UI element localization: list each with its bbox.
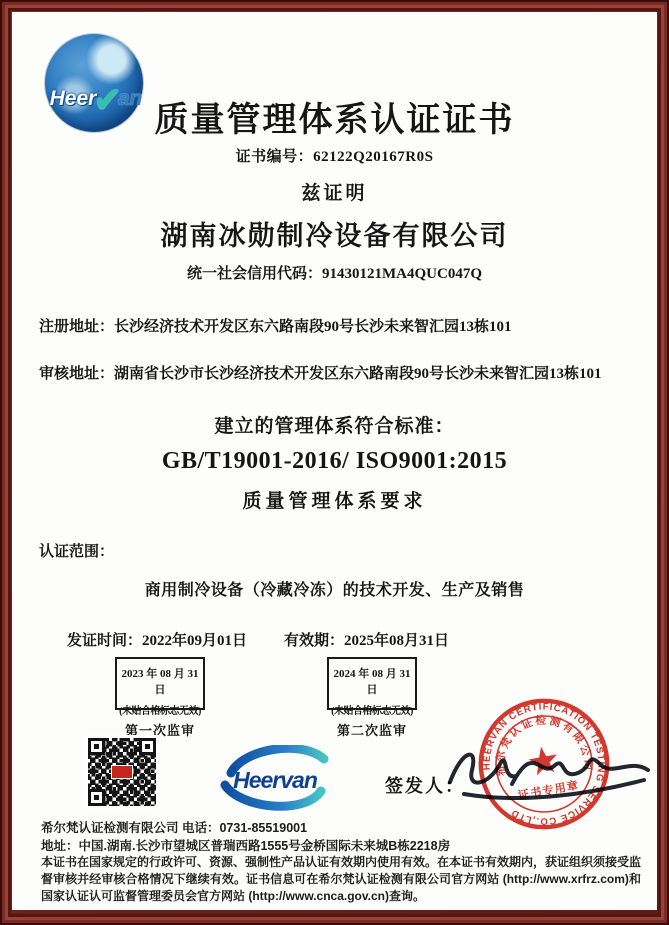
qr-finder-icon — [88, 789, 105, 806]
standard-heading: 建立的管理体系符合标准： — [214, 416, 455, 437]
qr-code — [88, 738, 156, 806]
signature-icon — [440, 734, 657, 814]
heervan-swoosh-logo — [217, 745, 333, 811]
audit-address-label: 审核地址： — [39, 366, 115, 382]
qr-finder-icon — [88, 738, 105, 755]
registered-address-line — [39, 315, 512, 336]
qr-center-logo — [111, 765, 133, 779]
credit-code-label: 统一社会信用代码： — [186, 266, 322, 282]
audit-address-value: 湖南省长沙市长沙经济技术开发区东六路南段90号长沙未来智汇园13栋101 — [114, 366, 602, 382]
surveillance-note: (未贴合格标志无效) — [119, 706, 201, 717]
seal-caption: 证书专用章 — [517, 779, 581, 803]
scope-label: 认证范围： — [39, 544, 115, 560]
surveillance-box-1 — [115, 657, 205, 717]
footer-address-line: 地址：中国.湖南.长沙市望城区普瑞西路1555号金桥国际未来城B栋2218房 — [41, 839, 451, 853]
footer-company-line: 希尔梵认证检测有限公司 电话：0731-85519001 — [41, 821, 308, 835]
audit-address-line — [39, 362, 602, 383]
surveillance-caption-2: 第二次监审 — [336, 723, 407, 738]
valid-until-line — [284, 629, 449, 650]
surveillance-caption-1: 第一次监审 — [124, 723, 195, 738]
seal-inner-text: 希尔梵认证检测有限公司 — [494, 714, 594, 777]
footer-notice: 本证书在国家规定的行政许可、资源、强制性产品认证有效期内使用有效。在本证书有效期内，获证组织须接受监督审核并经审核合格情况下继续有效。证书信息可在希尔梵认证检测有限公司官方网站 (http://www.xrfrz.com)和国家认证认可监督管理委员会官方网站 (http://www.cnca.gov.cn)查询。 — [41, 855, 642, 904]
standard-name: 质量管理体系要求 — [242, 491, 427, 512]
surveillance-box-2 — [327, 657, 417, 717]
credit-code-value: 91430121MA4QUC047Q — [322, 266, 482, 282]
certificate-body — [12, 12, 657, 910]
company-name: 湖南冰勋制冷设备有限公司 — [160, 221, 509, 251]
credit-code-line — [12, 262, 657, 283]
surveillance-date: 2023 年 08 月 31 日 — [121, 668, 199, 696]
issue-date-line — [67, 629, 247, 650]
issue-date-label: 发证时间： — [67, 633, 143, 649]
standard-code: GB/T19001-2016/ ISO9001:2015 — [161, 448, 508, 474]
certificate-number-label: 证书编号： — [235, 149, 314, 165]
seal-outer-text: HEERVAN CERTIFICATION TESTING SERVICE CO.,LTD — [481, 701, 607, 827]
logo-text: Heervan — [233, 767, 317, 793]
qr-finder-icon — [139, 738, 156, 755]
surveillance-note: (未贴合格标志无效) — [331, 706, 413, 717]
certify-text: 兹证明 — [301, 183, 368, 204]
scope-text: 商用制冷设备（冷藏冷冻）的技术开发、生产及销售 — [144, 582, 525, 599]
check-icon: ✔ — [93, 81, 122, 119]
registered-address-value: 长沙经济技术开发区东六路南段90号长沙未来智汇园13栋101 — [114, 319, 512, 335]
logo-text-left: Heer — [49, 87, 97, 110]
issue-date-value: 2022年09月01日 — [142, 633, 248, 649]
valid-until-label: 有效期： — [284, 633, 345, 649]
certificate-number-line — [12, 145, 657, 166]
surveillance-date: 2024 年 08 月 31 日 — [333, 668, 411, 696]
signer-label: 签发人： — [385, 776, 465, 796]
valid-until-value: 2025年08月31日 — [344, 633, 450, 649]
certificate-title: 质量管理体系认证证书 — [154, 102, 515, 139]
certificate-number-value: 62122Q20167R0S — [313, 149, 434, 165]
logo-text-right: an — [117, 87, 143, 110]
registered-address-label: 注册地址： — [39, 319, 115, 335]
